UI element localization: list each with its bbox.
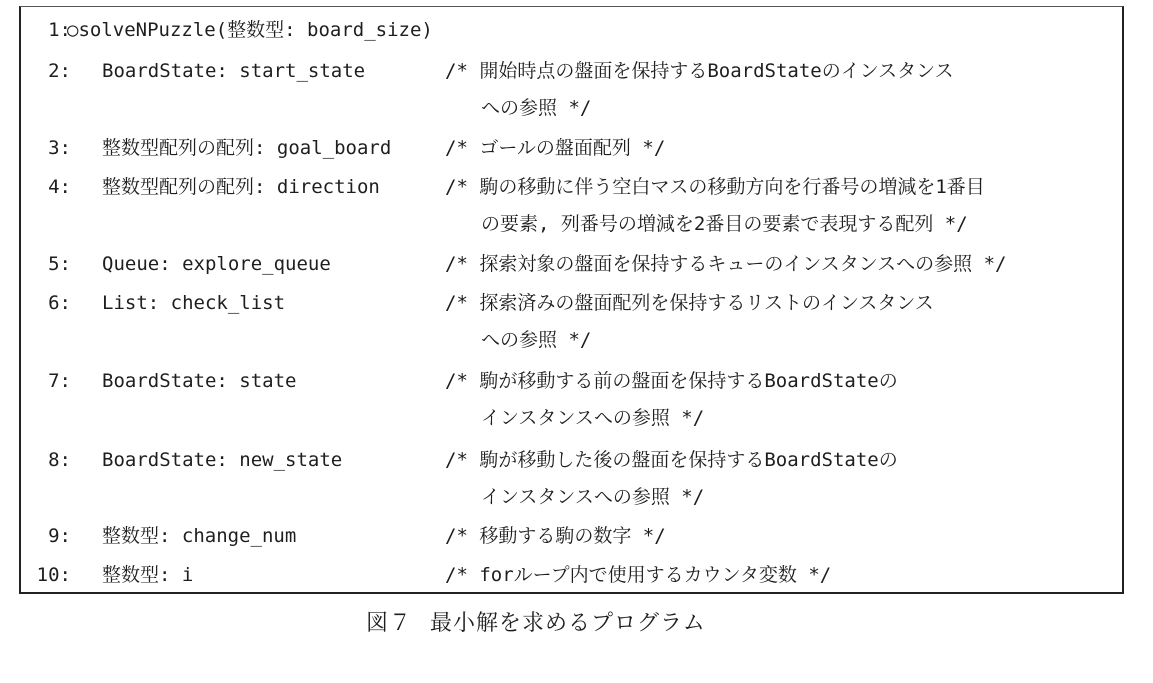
comment-continuation: インスタンスへの参照 */ bbox=[481, 407, 705, 429]
comment-continuation: インスタンスへの参照 */ bbox=[481, 486, 705, 508]
comment: /* 探索済みの盤面配列を保持するリストのインスタンス bbox=[445, 292, 934, 314]
listing-line-4-continuation bbox=[21, 211, 1121, 237]
variable-declaration: List: check_list bbox=[102, 292, 286, 314]
variable-declaration: 整数型配列の配列: direction bbox=[102, 176, 380, 198]
variable-declaration: BoardState: start_state bbox=[102, 60, 366, 82]
comment-continuation: への参照 */ bbox=[481, 329, 592, 351]
variable-declaration: BoardState: state bbox=[102, 370, 297, 392]
listing-line-1 bbox=[21, 17, 1121, 43]
line-number: 4: bbox=[48, 176, 71, 198]
listing-line-7-continuation bbox=[21, 405, 1121, 431]
program-listing bbox=[19, 6, 1124, 594]
comment: /* ゴールの盤面配列 */ bbox=[445, 137, 666, 159]
listing-line-5 bbox=[21, 251, 1121, 277]
figure-title: 最小解を求めるプログラム bbox=[430, 611, 706, 636]
figure-number: 図７ bbox=[366, 611, 413, 636]
variable-declaration: 整数型: i bbox=[102, 564, 194, 586]
listing-line-9 bbox=[21, 523, 1121, 549]
listing-line-10 bbox=[21, 562, 1121, 588]
listing-line-6 bbox=[21, 290, 1121, 316]
listing-line-8-continuation bbox=[21, 484, 1121, 510]
figure-caption bbox=[366, 609, 706, 639]
line-number: 7: bbox=[48, 370, 71, 392]
comment: /* 駒が移動した後の盤面を保持するBoardStateの bbox=[445, 449, 898, 471]
comment: /* 駒の移動に伴う空白マスの移動方向を行番号の増減を1番目 bbox=[445, 176, 985, 198]
listing-line-8 bbox=[21, 447, 1121, 473]
line-number: 2: bbox=[48, 60, 71, 82]
variable-declaration: 整数型配列の配列: goal_board bbox=[102, 137, 392, 159]
comment: /* 開始時点の盤面を保持するBoardStateのインスタンス bbox=[445, 60, 954, 82]
listing-line-3 bbox=[21, 135, 1121, 161]
listing-line-7 bbox=[21, 368, 1121, 394]
line-number: 3: bbox=[48, 137, 71, 159]
comment-continuation: の要素, 列番号の増減を2番目の要素で表現する配列 */ bbox=[481, 213, 968, 235]
line-number: 8: bbox=[48, 449, 71, 471]
function-signature: ○solveNPuzzle(整数型: board_size) bbox=[67, 19, 433, 41]
line-number: 1: bbox=[48, 19, 71, 41]
comment: /* 移動する駒の数字 */ bbox=[445, 525, 666, 547]
line-number: 6: bbox=[48, 292, 71, 314]
comment: /* 探索対象の盤面を保持するキューのインスタンスへの参照 */ bbox=[445, 253, 1007, 275]
line-number: 10: bbox=[36, 564, 71, 586]
listing-line-2 bbox=[21, 58, 1121, 84]
line-number: 9: bbox=[48, 525, 71, 547]
variable-declaration: 整数型: change_num bbox=[102, 525, 297, 547]
variable-declaration: BoardState: new_state bbox=[102, 449, 343, 471]
comment: /* forループ内で使用するカウンタ変数 */ bbox=[445, 564, 832, 586]
comment-continuation: への参照 */ bbox=[481, 97, 592, 119]
variable-declaration: Queue: explore_queue bbox=[102, 253, 331, 275]
listing-line-2-continuation bbox=[21, 95, 1121, 121]
listing-line-4 bbox=[21, 174, 1121, 200]
listing-line-6-continuation bbox=[21, 327, 1121, 353]
line-number: 5: bbox=[48, 253, 71, 275]
comment: /* 駒が移動する前の盤面を保持するBoardStateの bbox=[445, 370, 898, 392]
